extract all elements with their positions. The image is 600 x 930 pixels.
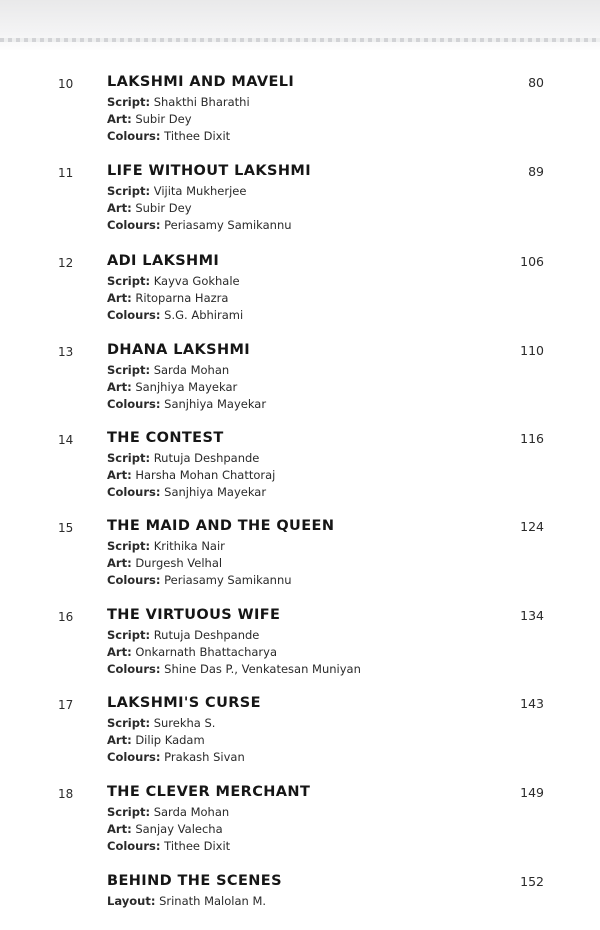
credit-line [107,573,292,587]
credit-person-name: Surekha S. [153,716,216,730]
credit-person-name: Durgesh Velhal [135,556,223,570]
credit-line [107,750,245,764]
credit-role-label: Art: [107,201,132,215]
page-number: 143 [520,696,544,711]
credit-line [107,201,192,215]
credit-line [107,822,223,836]
credit-person-name: Rutuja Deshpande [153,628,260,642]
chapter-title: THE CONTEST [107,430,224,446]
credit-line [107,485,266,499]
chapter-title: DHANA LAKSHMI [107,342,251,358]
credit-line [107,95,250,109]
page-number: 80 [528,75,544,90]
credit-role-label: Colours: [107,308,161,322]
credit-line [107,451,259,465]
credit-role-label: Script: [107,363,151,377]
chapter-title: LIFE WITHOUT LAKSHMI [107,163,312,179]
credit-role-label: Art: [107,733,132,747]
credit-role-label: Art: [107,468,132,482]
credit-line [107,894,266,908]
credit-line [107,308,243,322]
chapter-title: LAKSHMI AND MAVELI [107,74,295,90]
credit-line [107,112,192,126]
credit-person-name: Tithee Dixit [164,839,231,853]
chapter-number: 14 [58,433,74,447]
credit-person-name: Tithee Dixit [164,129,231,143]
chapter-number: 11 [58,166,74,180]
page-number: 149 [520,785,544,800]
credit-person-name: Sarda Mohan [153,363,230,377]
credit-line [107,380,237,394]
credit-role-label: Art: [107,645,132,659]
credit-role-label: Script: [107,95,151,109]
credit-line [107,468,275,482]
page-number: 124 [520,519,544,534]
chapter-title: THE MAID AND THE QUEEN [107,518,335,534]
credit-line [107,628,259,642]
credit-person-name: Shakthi Bharathi [153,95,250,109]
credit-role-label: Script: [107,539,151,553]
credit-person-name: Onkarnath Bhattacharya [135,645,278,659]
page-number: 106 [520,254,544,269]
credit-line [107,716,215,730]
credit-person-name: Sanjay Valecha [135,822,223,836]
credit-role-label: Colours: [107,662,161,676]
credit-line [107,662,361,676]
credit-role-label: Art: [107,556,132,570]
credit-line [107,645,277,659]
credit-line [107,274,240,288]
credit-role-label: Colours: [107,218,161,232]
credit-line [107,805,229,819]
credit-role-label: Script: [107,716,151,730]
chapter-number: 15 [58,521,74,535]
credit-role-label: Colours: [107,397,161,411]
credit-role-label: Script: [107,451,151,465]
credit-line [107,733,205,747]
credit-person-name: S.G. Abhirami [164,308,244,322]
page-number: 110 [520,343,544,358]
chapter-number: 18 [58,787,74,801]
chapter-number: 13 [58,345,74,359]
chapter-title: ADI LAKSHMI [107,253,220,269]
credit-person-name: Prakash Sivan [164,750,245,764]
page-number: 116 [520,431,544,446]
credit-role-label: Layout: [107,894,156,908]
credit-person-name: Subir Dey [135,112,192,126]
credit-person-name: Shine Das P., Venkatesan Muniyan [164,662,361,676]
chapter-title: THE CLEVER MERCHANT [107,784,311,800]
credit-person-name: Srinath Malolan M. [159,894,267,908]
chapter-title: BEHIND THE SCENES [107,873,282,889]
credit-role-label: Script: [107,274,151,288]
credit-role-label: Art: [107,822,132,836]
credit-person-name: Sarda Mohan [153,805,230,819]
credit-role-label: Script: [107,805,151,819]
chapter-title: LAKSHMI'S CURSE [107,695,261,711]
credit-role-label: Script: [107,184,151,198]
credit-role-label: Script: [107,628,151,642]
credit-role-label: Colours: [107,839,161,853]
credit-person-name: Sanjhiya Mayekar [164,397,267,411]
credit-person-name: Sanjhiya Mayekar [135,380,238,394]
credit-role-label: Colours: [107,573,161,587]
credit-role-label: Colours: [107,129,161,143]
credit-person-name: Kayva Gokhale [153,274,240,288]
credit-person-name: Ritoparna Hazra [135,291,229,305]
page-number: 89 [528,164,544,179]
credit-person-name: Krithika Nair [153,539,225,553]
credit-role-label: Art: [107,380,132,394]
credit-person-name: Rutuja Deshpande [153,451,260,465]
page-number: 152 [520,874,544,889]
chapter-number: 17 [58,698,74,712]
credit-person-name: Periasamy Samikannu [164,573,292,587]
credit-person-name: Harsha Mohan Chattoraj [135,468,276,482]
chapter-number: 10 [58,77,74,91]
credit-person-name: Dilip Kadam [135,733,205,747]
credit-line [107,184,246,198]
credit-person-name: Subir Dey [135,201,192,215]
credit-line [107,129,230,143]
credit-person-name: Sanjhiya Mayekar [164,485,267,499]
chapter-title: THE VIRTUOUS WIFE [107,607,281,623]
credit-role-label: Colours: [107,750,161,764]
page-number: 134 [520,608,544,623]
credit-line [107,539,225,553]
credit-role-label: Art: [107,112,132,126]
credit-line [107,839,230,853]
chapter-number: 16 [58,610,74,624]
credit-line [107,218,292,232]
credit-line [107,556,222,570]
chapter-number: 12 [58,256,74,270]
credit-line [107,363,229,377]
credit-line [107,291,228,305]
credit-role-label: Art: [107,291,132,305]
credit-person-name: Vijita Mukherjee [153,184,247,198]
credit-person-name: Periasamy Samikannu [164,218,292,232]
credit-role-label: Colours: [107,485,161,499]
credit-line [107,397,266,411]
